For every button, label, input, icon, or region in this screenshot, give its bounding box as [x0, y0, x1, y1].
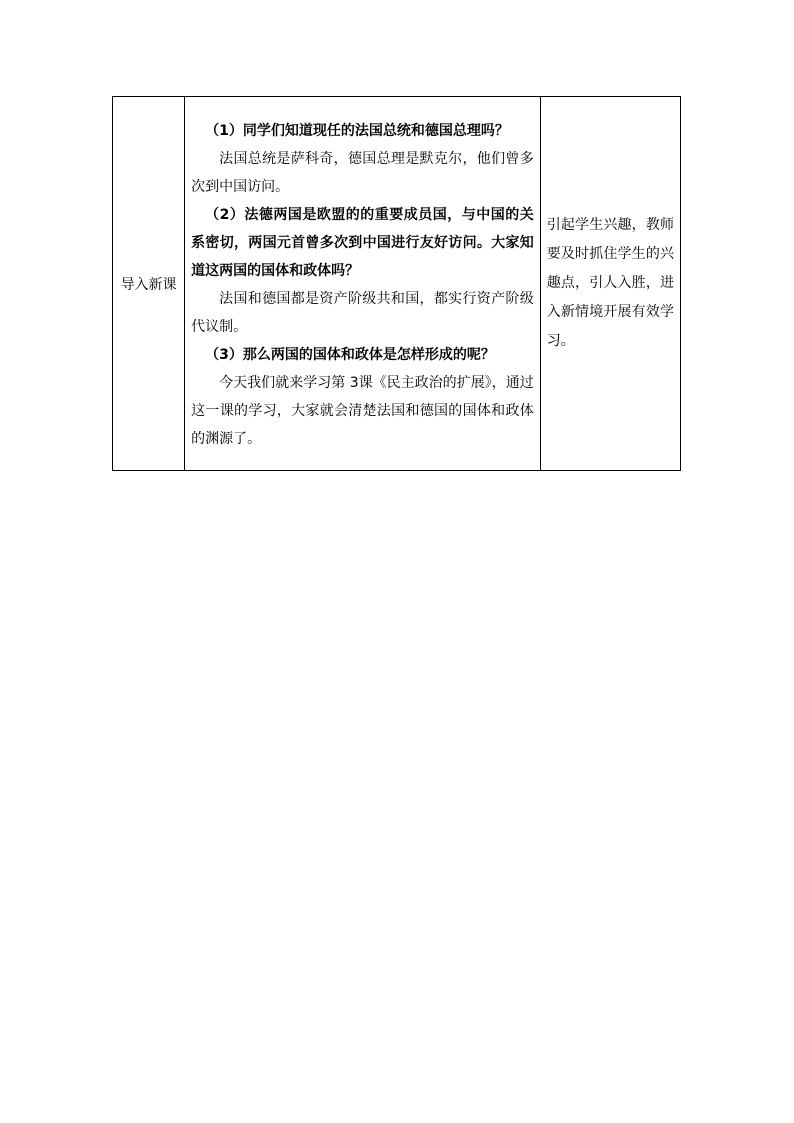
question-3: （3）那么两国的国体和政体是怎样形成的呢？	[205, 346, 495, 363]
content-cell	[185, 97, 541, 471]
design-intent-cell	[540, 97, 680, 471]
lesson-plan-table	[112, 96, 681, 471]
answer-1: 法国总统是萨科奇，德国总理是默克尔，他们曾多次到中国访问。	[191, 150, 534, 195]
stage-label: 导入新课	[120, 276, 177, 293]
answer-3: 今天我们就来学习第 3课《民主政治的扩展》，通过这一课的学习，大家就会清楚法国和德国的国体和政体的渊源了。	[191, 374, 534, 447]
stage-cell	[113, 97, 185, 471]
question-1: （1）同学们知道现任的法国总统和德国总理吗？	[205, 122, 509, 139]
design-intent-text: 引起学生兴趣，教师要及时抓住学生的兴趣点，引人入胜，进入新情境开展有效学习。	[546, 217, 674, 349]
question-2: （2）法德两国是欧盟的的重要成员国，与中国的关系密切，两国元首曾多次到中国进行友好访问。大家知道这两国的国体和政体吗？	[191, 206, 534, 279]
answer-2: 法国和德国都是资产阶级共和国，都实行资产阶级代议制。	[191, 290, 534, 335]
table-row	[113, 97, 681, 471]
